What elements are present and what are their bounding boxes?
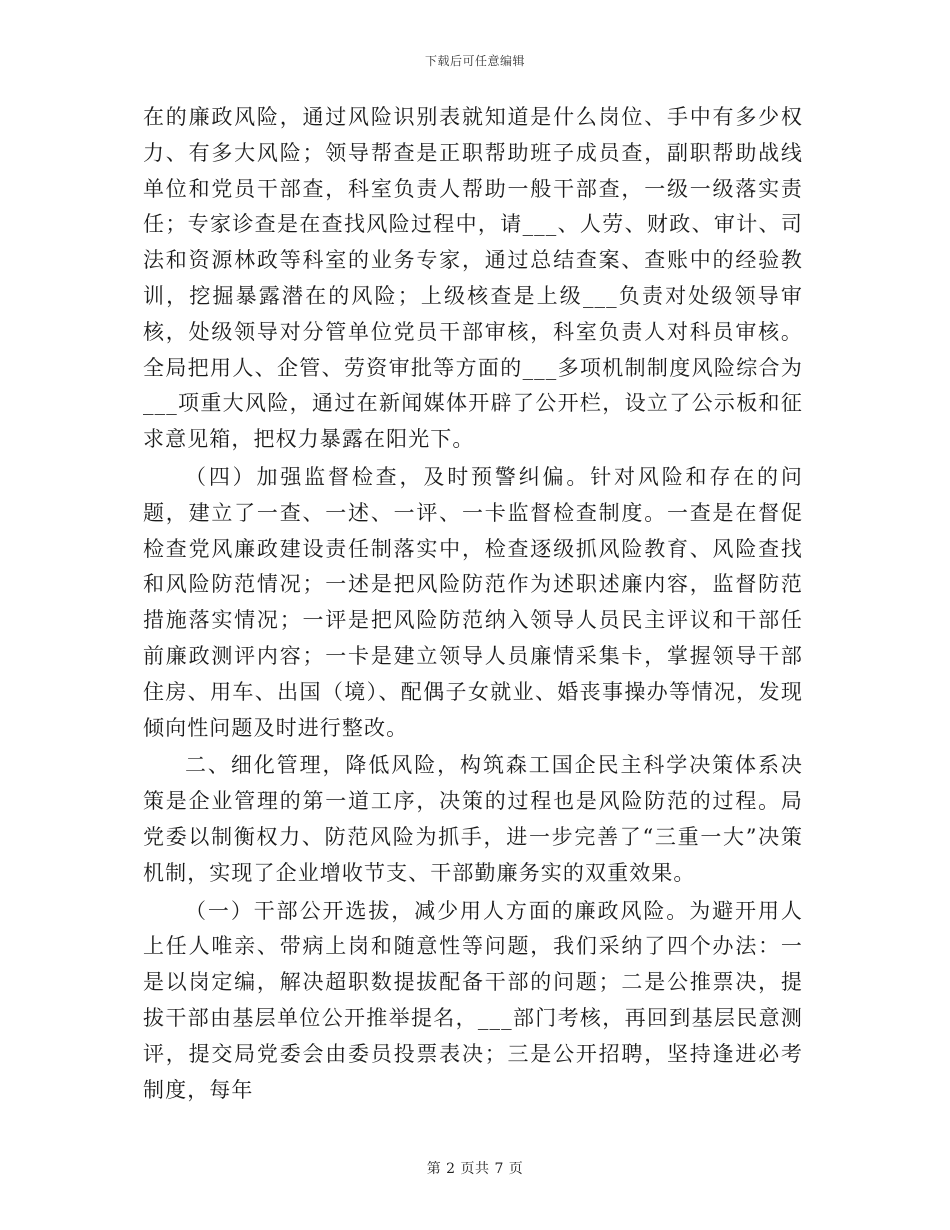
paragraph-supervision: （四）加强监督检查，及时预警纠偏。针对风险和存在的问题，建立了一查、一述、一评、一卡监督检查制度。一查是在督促检查党风廉政建设责任制落实中，检查逐级抓风险教育、风险查找和风险防范情况；一述是把风险防范作为述职述廉内容，监督防范措施落实情况；一评是把风险防范纳入领导人员民主评议和干部任前廉政测评内容；一卡是建立领导人员廉情采集卡，掌握领导干部住房、用车、出国（境）、配偶子女就业、婚丧事操办等情况，发现倾向性问题及时进行整改。 xyxy=(143,464,803,740)
page-header: 下载后可任意编辑 xyxy=(424,54,525,68)
paragraph-continuation: 在的廉政风险，通过风险识别表就知道是什么岗位、手中有多少权力、有多大风险；领导帮查是正职帮助班子成员查，副职帮助战线单位和党员干部查，科室负责人帮助一般干部查，一级一级落实责任；专家诊查是在查找风险过程中，请___、人劳、财政、审计、司法和资源林政等科室的业务专家，通过总结查案、查账中的经验教训，挖掘暴露潜在的风险；上级核查是上级___负责对处级领导审核，处级领导对分管单位党员干部审核，科室负责人对科员审核。全局把用人、企管、劳资审批等方面的___多项机制制度风险综合为___项重大风险，通过在新闻媒体开辟了公开栏，设立了公示板和征求意见箱，把权力暴露在阳光下。 xyxy=(143,105,803,452)
paragraph-section-two: 二、细化管理，降低风险，构筑森工国企民主科学决策体系决策是企业管理的第一道工序，决策的过程也是风险防范的过程。局党委以制衡权力、防范风险为抓手，进一步完善了“三重一大”决策机制，实现了企业增收节支、干部勤廉务实的双重效果。 xyxy=(143,753,803,885)
page-number: 第 2 页共 7 页 xyxy=(426,1161,524,1177)
paragraph-cadre-selection: （一）干部公开选拔，减少用人方面的廉政风险。为避开用人上任人唯亲、带病上岗和随意性等问题，我们采纳了四个办法：一是以岗定编，解决超职数提拔配备干部的问题；二是公推票决，提拔干部由基层单位公开推举提名，___部门考核，再回到基层民意测评，提交局党委会由委员投票表决；三是公开招聘，坚持逢进必考制度，每年 xyxy=(143,898,803,1102)
document-body xyxy=(143,100,803,1108)
